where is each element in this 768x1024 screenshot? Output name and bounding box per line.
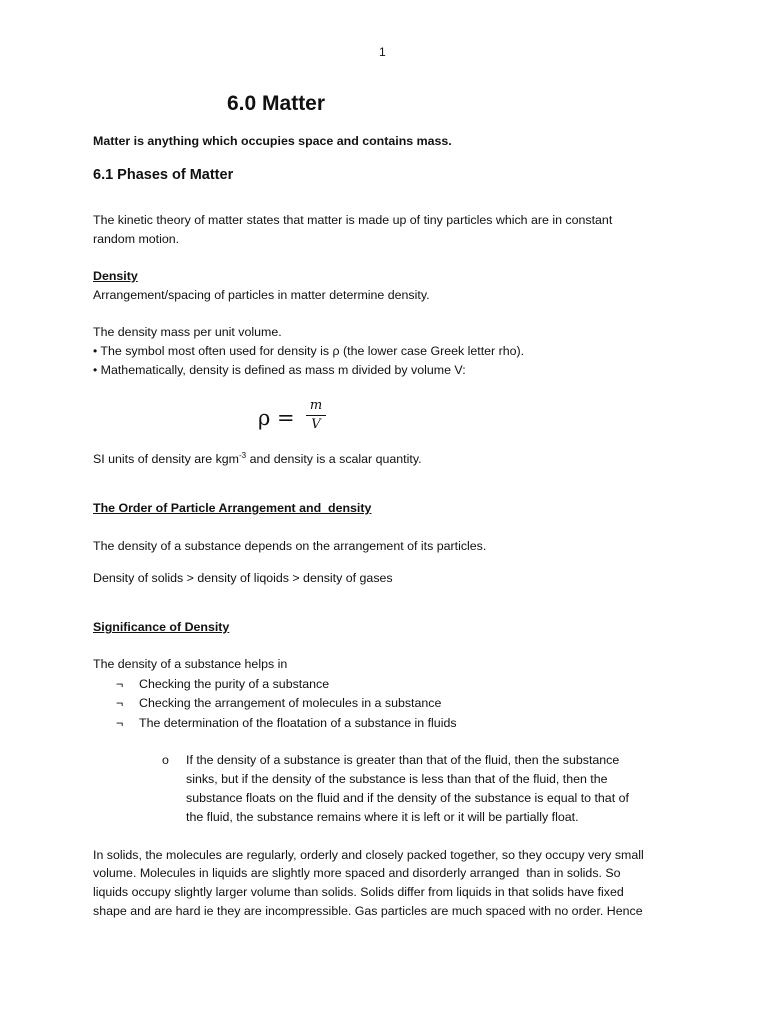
density-heading: Density	[93, 269, 138, 283]
page-number: 1	[379, 45, 386, 59]
paragraph-line-4: shape and are hard ie they are incompressible. Gas particles are much spaced with no order. Hence	[93, 904, 643, 918]
si-units-exponent: -3	[239, 451, 247, 460]
sub-item-line-1: If the density of a substance is greater than that of the fluid, then the substance	[186, 753, 620, 767]
sub-item-line-3: substance floats on the fluid and if the density of the substance is equal to that of	[186, 791, 629, 805]
formula-equals: =	[277, 406, 295, 430]
significance-lead: The density of a substance helps in	[93, 657, 288, 671]
formula-fraction-bar	[306, 415, 326, 416]
density-definition: The density mass per unit volume.	[93, 325, 282, 339]
density-bullet-1-text: The symbol most often used for density is ρ (the lower case Greek letter rho).	[100, 344, 525, 358]
list-marker-icon: ¬	[116, 716, 124, 730]
bullet-icon: •	[93, 344, 98, 358]
density-bullet-2-text: Mathematically, density is defined as mass m divided by volume V:	[100, 363, 466, 377]
density-bullet-2	[93, 363, 466, 378]
paragraph-line-3: liquids occupy slightly larger volume than solids. Solids differ from liquids in that solids have fixed	[93, 885, 624, 899]
density-comparison: Density of solids > density of liqoids > density of gases	[93, 571, 393, 585]
list-marker-icon: ¬	[116, 696, 124, 710]
significance-item-3: The determination of the floatation of a substance in fluids	[139, 716, 457, 730]
kinetic-text-line-1: The kinetic theory of matter states that matter is made up of tiny particles which are in constant	[93, 213, 613, 227]
order-statement: The density of a substance depends on the arrangement of its particles.	[93, 539, 487, 553]
si-units-prefix: SI units of density are kgm	[93, 452, 240, 466]
bullet-icon: •	[93, 363, 98, 377]
sub-item-line-2: sinks, but if the density of the substance is less than that of the fluid, then the	[186, 772, 608, 786]
paragraph-line-2: volume. Molecules in liquids are slightly more spaced and disorderly arranged than in solids. So	[93, 866, 621, 880]
paragraph-line-1: In solids, the molecules are regularly, orderly and closely packed together, so they occupy very small	[93, 848, 644, 862]
formula-rho-symbol: ρ	[258, 406, 271, 430]
significance-item-1: Checking the purity of a substance	[139, 677, 330, 691]
si-units-text	[93, 452, 422, 467]
density-arrangement-text: Arrangement/spacing of particles in matter determine density.	[93, 288, 430, 302]
si-units-suffix: and density is a scalar quantity.	[246, 452, 422, 466]
significance-heading: Significance of Density	[93, 620, 230, 634]
intro-text: Matter is anything which occupies space and contains mass.	[93, 134, 452, 148]
density-bullet-1	[93, 344, 524, 359]
page-title: 6.0 Matter	[227, 92, 326, 115]
kinetic-text-line-2: random motion.	[93, 232, 180, 246]
significance-item-2: Checking the arrangement of molecules in a substance	[139, 696, 442, 710]
list-marker-icon: ¬	[116, 677, 124, 691]
section-heading: 6.1 Phases of Matter	[93, 167, 234, 183]
sub-list-marker-icon: o	[162, 753, 169, 767]
formula-denominator: V	[311, 417, 321, 432]
order-heading: The Order of Particle Arrangement and density	[93, 501, 372, 515]
sub-item-line-4: the fluid, the substance remains where it is left or it will be partially float.	[186, 810, 579, 824]
formula-numerator: m	[309, 398, 323, 413]
formula-fraction	[306, 398, 326, 433]
